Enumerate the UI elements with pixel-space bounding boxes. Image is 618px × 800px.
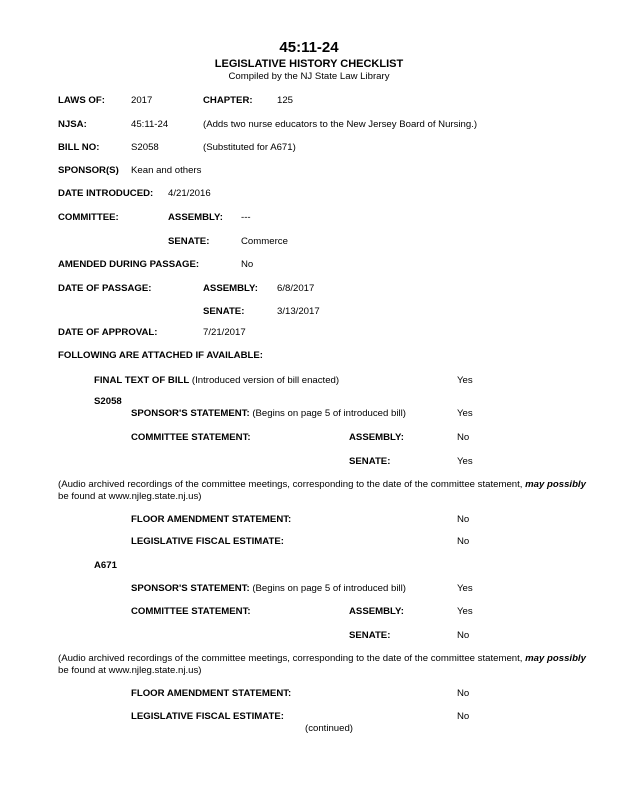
a671-senate-value: No xyxy=(457,630,470,641)
a671-audio-note-end: be found at www.njleg.state.nj.us) xyxy=(58,665,202,676)
final-text-value: Yes xyxy=(457,375,473,386)
bill-no-note: (Substituted for A671) xyxy=(203,142,296,153)
a671-audio-note-emphasis: may possibly xyxy=(525,653,586,664)
page-title: 45:11-24 xyxy=(279,39,339,56)
final-text-row xyxy=(94,376,339,386)
s2058-audio-note-emphasis: may possibly xyxy=(525,479,586,490)
s2058-audio-note-start: (Audio archived recordings of the committee meetings, corresponding to the date of the committee statement, xyxy=(58,479,526,490)
laws-of-label: LAWS OF: xyxy=(58,95,105,106)
a671-fiscal-value: No xyxy=(457,711,470,722)
committee-label: COMMITTEE: xyxy=(58,212,119,223)
amended-label: AMENDED DURING PASSAGE: xyxy=(58,259,200,270)
a671-senate-label: SENATE: xyxy=(349,630,391,641)
a671-floor-amend-value: No xyxy=(457,688,470,699)
committee-assembly-value: --- xyxy=(241,212,251,223)
s2058-fiscal-value: No xyxy=(457,536,470,547)
a671-assembly-label: ASSEMBLY: xyxy=(349,606,404,617)
a671-audio-note-start: (Audio archived recordings of the committee meetings, corresponding to the date of the committee statement, xyxy=(58,653,526,664)
passage-assembly-value: 6/8/2017 xyxy=(277,283,315,294)
passage-label: DATE OF PASSAGE: xyxy=(58,283,152,294)
a671-floor-amend-label: FLOOR AMENDMENT STATEMENT: xyxy=(131,688,292,699)
committee-senate-value: Commerce xyxy=(241,236,288,247)
a671-audio-note xyxy=(58,653,606,677)
attached-heading: FOLLOWING ARE ATTACHED IF AVAILABLE: xyxy=(58,350,263,361)
bill-no-label: BILL NO: xyxy=(58,142,100,153)
s2058-bill-heading: S2058 xyxy=(94,396,122,407)
s2058-fiscal-label: LEGISLATIVE FISCAL ESTIMATE: xyxy=(131,536,284,547)
a671-sponsor-stmt-label: SPONSOR'S STATEMENT: xyxy=(131,583,250,594)
committee-senate-label: SENATE: xyxy=(168,236,210,247)
s2058-sponsor-stmt-value: Yes xyxy=(457,408,473,419)
committee-assembly-label: ASSEMBLY: xyxy=(168,212,223,223)
passage-assembly-label: ASSEMBLY: xyxy=(203,283,258,294)
s2058-floor-amend-label: FLOOR AMENDMENT STATEMENT: xyxy=(131,514,292,525)
a671-sponsor-stmt-row xyxy=(131,584,406,594)
s2058-sponsor-stmt-label: SPONSOR'S STATEMENT: xyxy=(131,408,250,419)
s2058-assembly-label: ASSEMBLY: xyxy=(349,432,404,443)
a671-assembly-value: Yes xyxy=(457,606,473,617)
s2058-sponsor-stmt-row xyxy=(131,409,406,419)
a671-bill-heading: A671 xyxy=(94,560,117,571)
s2058-senate-value: Yes xyxy=(457,456,473,467)
final-text-note: (Introduced version of bill enacted) xyxy=(191,375,340,386)
continued-note: (continued) xyxy=(305,723,353,734)
s2058-sponsor-stmt-note: (Begins on page 5 of introduced bill) xyxy=(252,408,406,419)
amended-value: No xyxy=(241,259,254,270)
date-introduced-label: DATE INTRODUCED: xyxy=(58,188,154,199)
chapter-label: CHAPTER: xyxy=(203,95,253,106)
bill-no-value: S2058 xyxy=(131,142,159,153)
date-introduced-value: 4/21/2016 xyxy=(168,188,211,199)
s2058-audio-note xyxy=(58,479,606,503)
a671-sponsor-stmt-note: (Begins on page 5 of introduced bill) xyxy=(252,583,406,594)
approval-value: 7/21/2017 xyxy=(203,327,246,338)
njsa-description: (Adds two nurse educators to the New Jersey Board of Nursing.) xyxy=(203,119,478,130)
approval-label: DATE OF APPROVAL: xyxy=(58,327,158,338)
chapter-value: 125 xyxy=(277,95,294,106)
s2058-audio-note-end: be found at www.njleg.state.nj.us) xyxy=(58,491,202,502)
final-text-label: FINAL TEXT OF BILL xyxy=(94,375,190,386)
njsa-label: NJSA: xyxy=(58,119,87,130)
s2058-committee-stmt-label: COMMITTEE STATEMENT: xyxy=(131,432,251,443)
a671-fiscal-label: LEGISLATIVE FISCAL ESTIMATE: xyxy=(131,711,284,722)
a671-committee-stmt-label: COMMITTEE STATEMENT: xyxy=(131,606,251,617)
s2058-floor-amend-value: No xyxy=(457,514,470,525)
a671-sponsor-stmt-value: Yes xyxy=(457,583,473,594)
njsa-value: 45:11-24 xyxy=(131,119,169,130)
laws-of-value: 2017 xyxy=(131,95,153,106)
compiled-by: Compiled by the NJ State Law Library xyxy=(228,71,390,82)
passage-senate-value: 3/13/2017 xyxy=(277,306,320,317)
passage-senate-label: SENATE: xyxy=(203,306,245,317)
sponsor-value: Kean and others xyxy=(131,165,202,176)
sponsor-label: SPONSOR(S) xyxy=(58,165,119,176)
page-subtitle: LEGISLATIVE HISTORY CHECKLIST xyxy=(214,58,404,70)
s2058-senate-label: SENATE: xyxy=(349,456,391,467)
s2058-assembly-value: No xyxy=(457,432,470,443)
